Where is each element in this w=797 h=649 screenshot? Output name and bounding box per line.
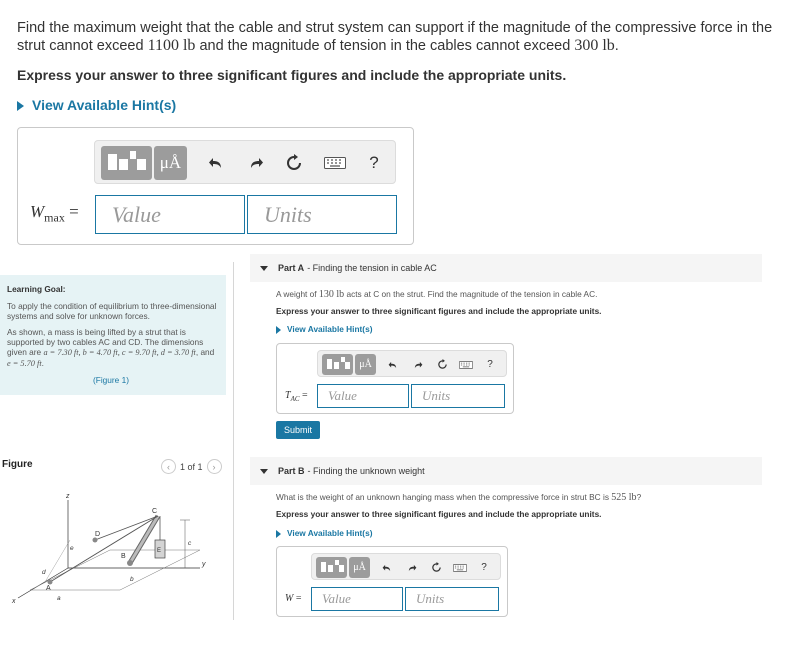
- part-a-units-input[interactable]: Units: [411, 384, 505, 408]
- learning-goal-title: Learning Goal:: [7, 284, 66, 294]
- point-label-d: D: [95, 531, 101, 538]
- reset-icon[interactable]: [435, 357, 449, 372]
- undo-icon[interactable]: [380, 560, 394, 575]
- compression-limit: 1100 lb: [147, 37, 196, 54]
- undo-icon[interactable]: [386, 357, 400, 372]
- prev-figure-icon[interactable]: ‹: [161, 459, 176, 474]
- tension-limit: 300 lb: [574, 37, 615, 54]
- answer-label: $W_{max}$ =: [30, 202, 79, 225]
- point-label-c: C: [152, 508, 158, 515]
- math-toolbar: [94, 140, 396, 184]
- part-b-instruction: Express your answer to three significant figures and include the appropriate units.: [276, 509, 602, 519]
- figure-link[interactable]: (Figure 1): [93, 375, 129, 385]
- reset-icon[interactable]: [283, 151, 305, 175]
- point-label-e-mass: E: [157, 548, 162, 554]
- keyboard-icon[interactable]: [458, 358, 474, 371]
- point-label-b: B: [121, 553, 126, 560]
- part-b-question: What is the weight of an unknown hanging mass when the compressive force in strut BC is 525 lb?: [276, 492, 642, 503]
- collapse-caret-icon: [260, 266, 268, 271]
- redo-icon[interactable]: [405, 560, 419, 575]
- part-a-instruction: Express your answer to three significant figures and include the appropriate units.: [276, 306, 602, 316]
- help-icon[interactable]: ?: [369, 153, 379, 172]
- dim-label-e: e: [70, 545, 74, 552]
- axis-label-y: y: [202, 561, 206, 568]
- figure-page-count: 1 of 1: [180, 461, 203, 472]
- problem-description: As shown, a mass is being lifted by a strut that is supported by two cables AC and CD. The dimensions given are a = 7.30 ft, b = 4.70 ft, c = 9.70 ft, d = 3.70 ft, and e = 5.70 ft.: [7, 327, 215, 368]
- help-icon[interactable]: ?: [487, 358, 493, 370]
- templates-button[interactable]: [322, 354, 353, 375]
- dim-label-c: c: [188, 540, 192, 547]
- redo-icon[interactable]: [245, 151, 267, 175]
- part-a-question: A weight of 130 lb acts at C on the strut. Find the magnitude of the tension in cable AC.: [276, 289, 598, 300]
- part-b-units-input[interactable]: Units: [405, 587, 499, 611]
- undo-icon[interactable]: [205, 151, 227, 175]
- part-a-math-toolbar: [317, 350, 507, 377]
- reset-icon[interactable]: [429, 560, 443, 575]
- collapse-caret-icon: [260, 469, 268, 474]
- expand-triangle-icon: [17, 101, 24, 111]
- part-b-math-toolbar: [311, 553, 501, 580]
- value-input[interactable]: Value: [95, 195, 245, 234]
- units-input[interactable]: Units: [247, 195, 397, 234]
- part-b-answer-label: W =: [285, 593, 302, 604]
- next-figure-icon[interactable]: ›: [207, 459, 222, 474]
- part-b-answer-box: [276, 546, 508, 617]
- part-b-hints-link[interactable]: View Available Hint(s): [276, 528, 372, 538]
- column-divider: [233, 262, 234, 620]
- templates-button[interactable]: [101, 146, 152, 180]
- point-label-a: A: [46, 585, 51, 592]
- keyboard-icon[interactable]: [323, 153, 347, 173]
- redo-icon[interactable]: [411, 357, 425, 372]
- part-a-header[interactable]: Part A - Finding the tension in cable AC: [250, 254, 762, 282]
- figure-pager: [161, 459, 222, 474]
- learning-goal-text: To apply the condition of equilibrium to three-dimensional systems and solve for unknown forces.: [7, 301, 217, 321]
- units-symbols-button[interactable]: μÅ: [349, 557, 370, 578]
- part-a-submit-button[interactable]: Submit: [276, 421, 320, 439]
- axis-label-z: z: [66, 493, 70, 500]
- units-symbols-button[interactable]: μÅ: [154, 146, 187, 180]
- strut-cable-figure: [0, 480, 230, 610]
- help-icon[interactable]: ?: [481, 561, 487, 573]
- part-a-value-input[interactable]: Value: [317, 384, 409, 408]
- units-symbols-button[interactable]: μÅ: [355, 354, 376, 375]
- expand-triangle-icon: [276, 326, 281, 334]
- dim-label-b: b: [130, 576, 134, 583]
- learning-goal-panel: [0, 275, 226, 395]
- part-a-answer-box: [276, 343, 514, 414]
- part-b-header[interactable]: Part B - Finding the unknown weight: [250, 457, 762, 485]
- main-answer-box: [17, 127, 414, 245]
- view-hints-link[interactable]: View Available Hint(s): [17, 97, 176, 113]
- question-text: Find the maximum weight that the cable and strut system can support if the magnitude of the compressive force in the strut cannot exceed 1100 lb and the magnitude of tension in the cables cannot exceed 300 lb.: [17, 20, 773, 54]
- part-b-value-input[interactable]: Value: [311, 587, 403, 611]
- part-a-answer-label: $T_{AC}$ =: [285, 390, 308, 403]
- keyboard-icon[interactable]: [452, 561, 468, 574]
- part-a-hints-link[interactable]: View Available Hint(s): [276, 324, 372, 334]
- dim-label-d: d: [42, 569, 46, 576]
- templates-button[interactable]: [316, 557, 347, 578]
- dim-label-a: a: [57, 595, 61, 602]
- figure-title: Figure: [2, 459, 33, 470]
- expand-triangle-icon: [276, 530, 281, 538]
- axis-label-x: x: [12, 598, 16, 605]
- question-instruction: Express your answer to three significant figures and include the appropriate units.: [17, 67, 567, 83]
